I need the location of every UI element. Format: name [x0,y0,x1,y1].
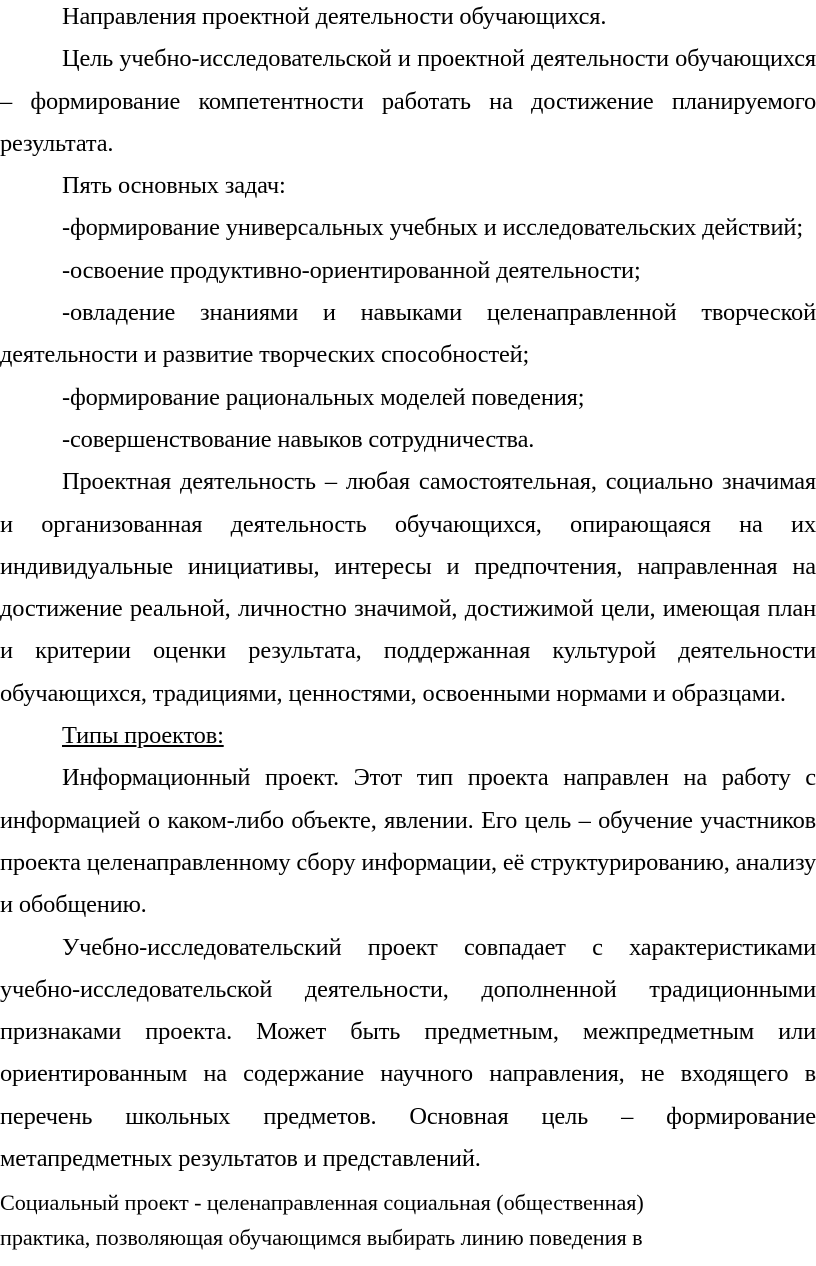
social-project-line-1: Социальный проект - целенаправленная социальная (общественная) [0,1190,644,1216]
task-item: -совершенствование навыков сотрудничества. [62,425,535,453]
section-heading: Направления проектной деятельности обучающихся. [62,3,607,30]
goal-paragraph: Цель учебно-исследовательской и проектной деятельности обучающихся – формирование компетентности работать на достижение планируемого результата. [0,45,816,157]
info-project-paragraph: Информационный проект. Этот тип проекта направлен на работу с информацией о каком-либо объекте, явлении. Его цель – обучение участников проекта целенаправленному сбору информации, её структурированию, анализу и обобщению. [0,764,816,919]
social-project-line-2: практика, позволяющая обучающимся выбирать линию поведения в [0,1224,643,1250]
project-types-heading [0,715,816,757]
task-item: -формирование рациональных моделей поведения; [62,383,585,411]
task-item: -освоение продуктивно-ориентированной деятельности; [62,256,641,284]
project-types-heading-text: Типы проектов: [62,722,224,750]
research-project-paragraph: Учебно-исследовательский проект совпадает с характеристиками учебно-исследовательской деятельности, дополненной традиционными признаками проекта. Может быть предметным, межпредметным или ориентированным на содержание научного направления, не входящего в перечень школьных предметов. Основная цель – формирование метапредметных результатов и представлений. [0,933,816,1173]
tasks-intro: Пять основных задач: [62,172,286,200]
social-project-paragraph [0,1186,816,1255]
task-item: -формирование универсальных учебных и исследовательских действий; [62,214,803,242]
project-definition-paragraph: Проектная деятельность – любая самостоятельная, социально значимая и организованная деятельность обучающихся, опирающаяся на их индивидуальные инициативы, интересы и предпочтения, направленная на достижение реальной, личностно значимой, достижимой цели, имеющая план и критерии оценки результата, поддержанная культурой деятельности обучающихся, традициями, ценностями, освоенными нормами и образцами. [0,468,816,707]
task-item: -овладение знаниями и навыками целенаправленной творческой деятельности и развитие творческих способностей; [0,299,816,369]
